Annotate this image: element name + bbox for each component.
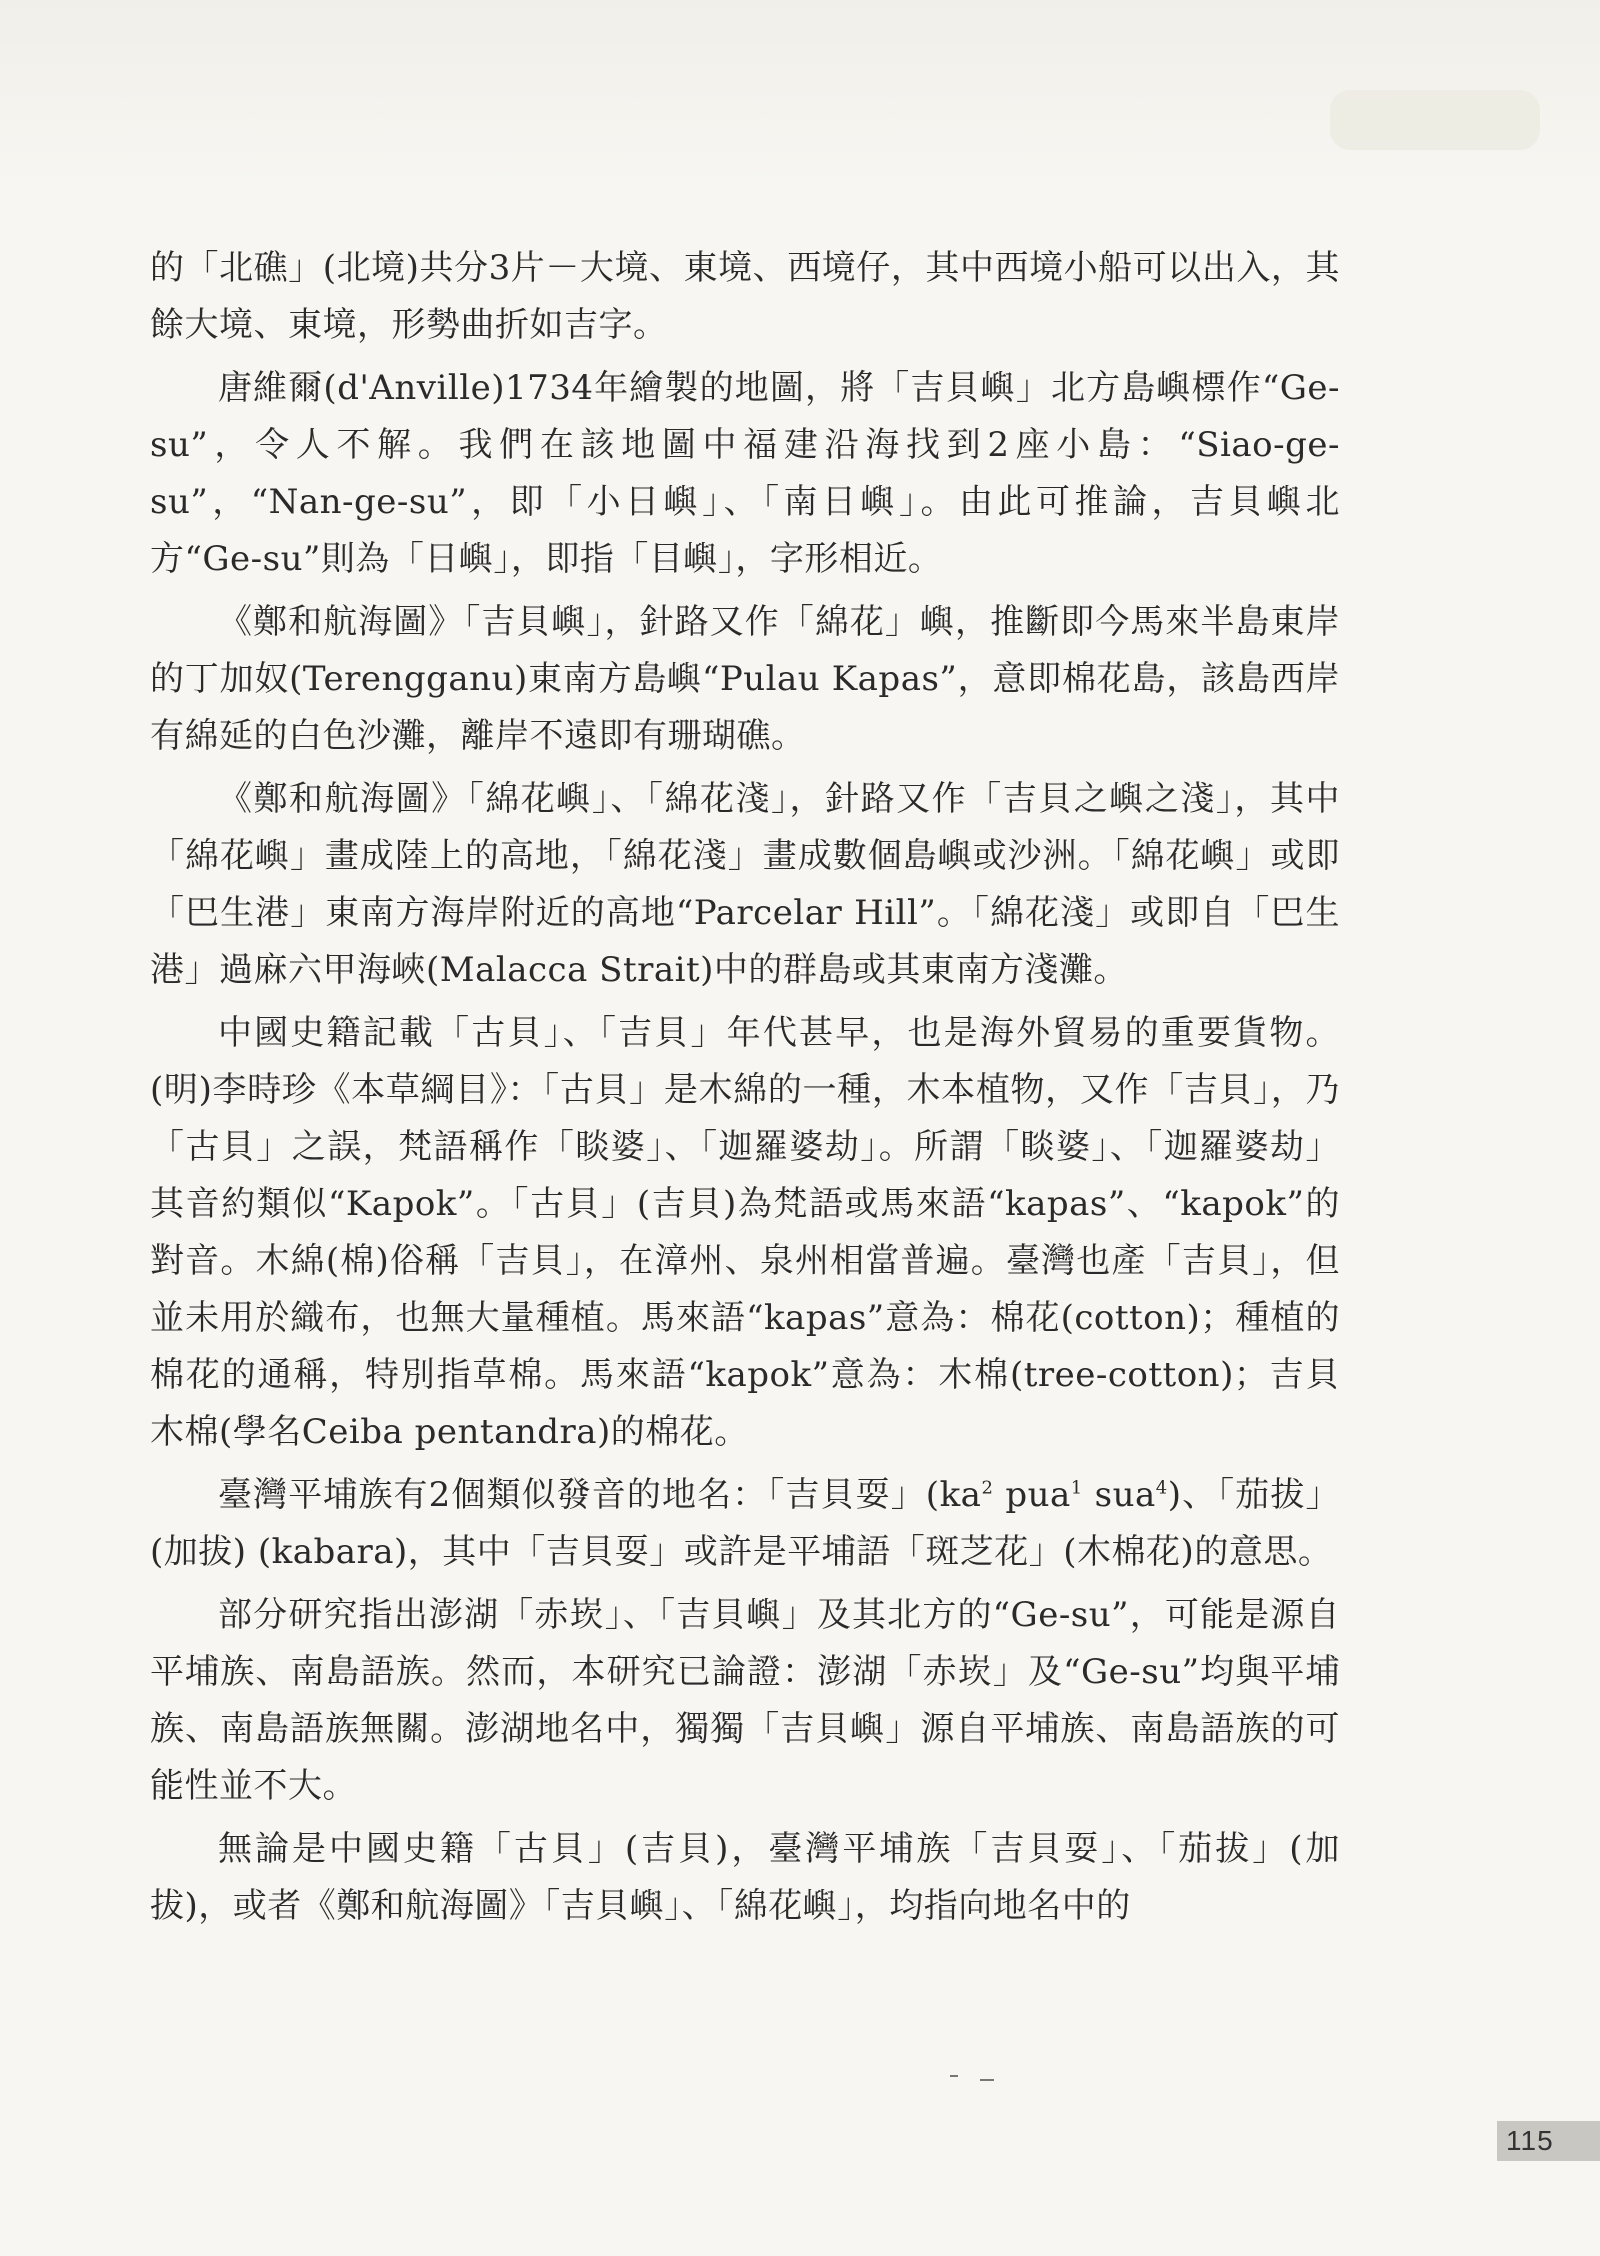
paragraph-3: 《鄭和航海圖》「吉貝嶼」，針路又作「綿花」嶼，推斷即今馬來半島東岸的丁加奴(Terengganu)東南方島嶼“Pulau Kapas”，意即棉花島，該島西岸有綿延的白色沙灘，離岸不遠即有珊瑚礁。 [150,602,1340,756]
paragraph-8: 無論是中國史籍「古貝」(吉貝)，臺灣平埔族「吉貝耍」、「茄拔」(加拔)，或者《鄭和航海圖》「吉貝嶼」、「綿花嶼」，均指向地名中的 [150,1829,1340,1926]
paragraph-1: 的「北礁」(北境)共分3片－大境、東境、西境仔，其中西境小船可以出入，其餘大境、東境，形勢曲折如吉字。 [150,248,1340,345]
paragraph-4: 《鄭和航海圖》「綿花嶼」、「綿花淺」，針路又作「吉貝之嶼之淺」，其中「綿花嶼」畫成陸上的高地，「綿花淺」畫成數個島嶼或沙洲。「綿花嶼」或即「巴生港」東南方海岸附近的高地“Parcelar Hill”。「綿花淺」或即自「巴生港」過麻六甲海峽(Malacca Strait)中的群島或其東南方淺灘。 [150,779,1340,990]
paragraph-6-text-mid-2: sua [1082,1475,1156,1515]
scan-marks [950,2075,1010,2085]
paragraph-7: 部分研究指出澎湖「赤崁」、「吉貝嶼」及其北方的“Ge-su”，可能是源自平埔族、南島語族。然而，本研究已論證：澎湖「赤崁」及“Ge-su”均與平埔族、南島語族無關。澎湖地名中，獨獨「吉貝嶼」源自平埔族、南島語族的可能性並不大。 [150,1595,1340,1806]
tone-mark-superscript: 2 [981,1477,994,1499]
paragraph-6 [150,1467,1340,1581]
paragraph-6-text-before: 臺灣平埔族有2個類似發音的地名：「吉貝耍」(ka [218,1475,982,1515]
paragraph-2: 唐維爾(d'Anville)1734年繪製的地圖，將「吉貝嶼」北方島嶼標作“Ge-su”，令人不解。我們在該地圖中福建沿海找到2座小島：“Siao-ge-su”，“Nan-ge-su”，即「小日嶼」、「南日嶼」。由此可推論，吉貝嶼北方“Ge-su”則為「日嶼」，即指「目嶼」，字形相近。 [150,368,1340,579]
tone-mark-superscript: 4 [1155,1477,1168,1499]
page-body [150,240,1340,1941]
paragraph-6-text-mid-1: pua [993,1475,1071,1515]
scan-smudge [1330,90,1540,150]
paragraph-5: 中國史籍記載「古貝」、「吉貝」年代甚早，也是海外貿易的重要貨物。(明)李時珍《本草綱目》：「古貝」是木綿的一種，木本植物，又作「吉貝」，乃「古貝」之誤，梵語稱作「睒婆」、「迦羅婆劫」。所謂「睒婆」、「迦羅婆劫」其音約類似“Kapok”。「古貝」(吉貝)為梵語或馬來語“kapas”、“kapok”的對音。木綿(棉)俗稱「吉貝」，在漳州、泉州相當普遍。臺灣也產「吉貝」，但並未用於織布，也無大量種植。馬來語“kapas”意為：棉花(cotton)；種植的棉花的通稱，特別指草棉。馬來語“kapok”意為：木棉(tree-cotton)；吉貝木棉(學名Ceiba pentandra)的棉花。 [150,1013,1340,1452]
paragraph-6-text-after: )、「茄拔」(加拔) (kabara)，其中「吉貝耍」或許是平埔語「斑芝花」(木棉花)的意思。 [150,1475,1340,1572]
page-number: 115 [1506,2125,1554,2156]
tone-mark-superscript: 1 [1070,1477,1083,1499]
